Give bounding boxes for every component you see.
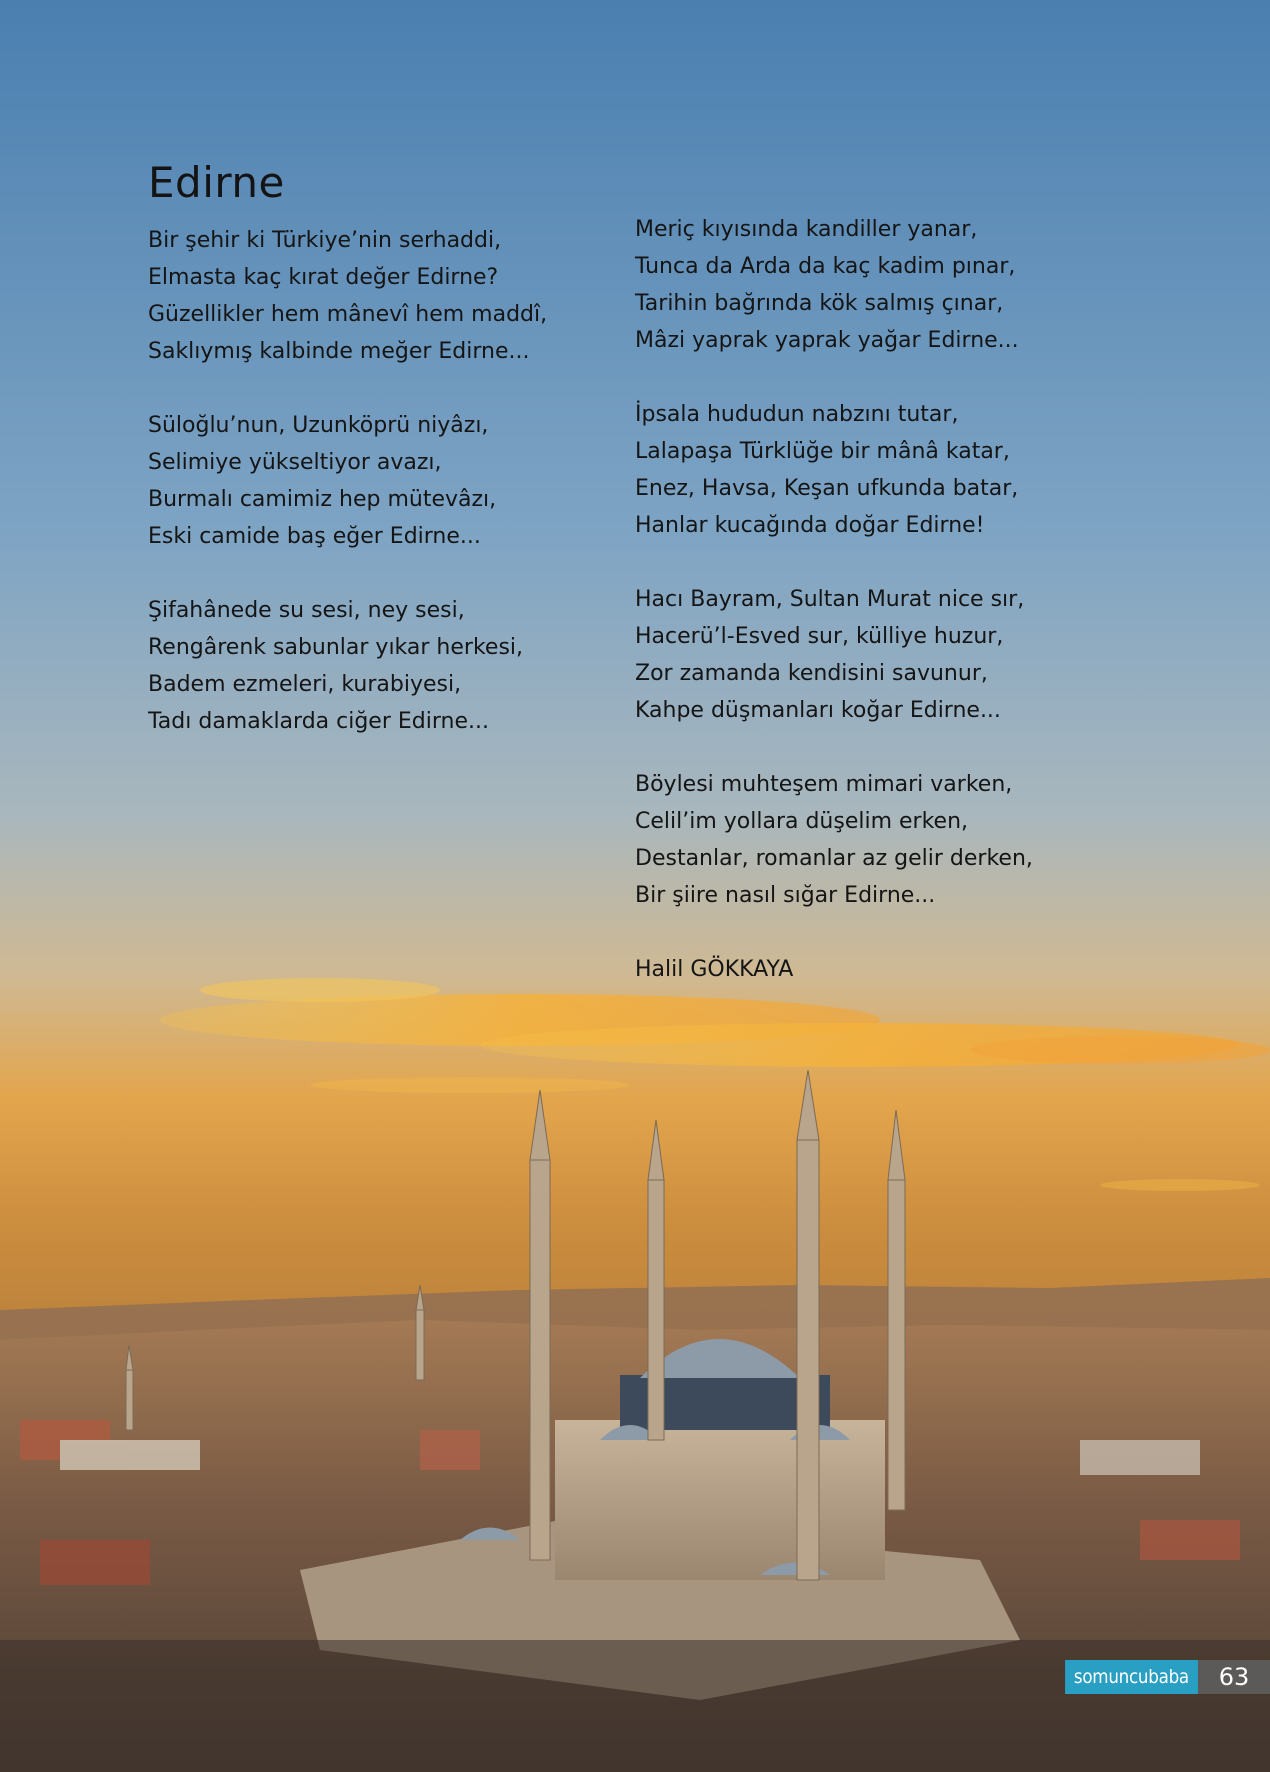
verse-line: Celil’im yollara düşelim erken,: [635, 809, 969, 834]
verse-line: Bir şehir ki Türkiye’nin serhaddi,: [148, 228, 502, 253]
stanza: [635, 211, 1115, 359]
poem-title: Edirne: [148, 158, 285, 207]
magazine-brand: somuncubaba: [1065, 1660, 1198, 1694]
verse-line: Böylesi muhteşem mimari varken,: [635, 772, 1013, 797]
verse-line: Hacerü’l-Esved sur, külliye huzur,: [635, 624, 1004, 649]
verse-line: Kahpe düşmanları koğar Edirne...: [635, 698, 1001, 723]
verse-line: Lalapaşa Türklüğe bir mânâ katar,: [635, 439, 1010, 464]
verse-line: Tadı damaklarda ciğer Edirne...: [148, 709, 489, 734]
verse-line: Enez, Havsa, Keşan ufkunda batar,: [635, 476, 1019, 501]
verse-line: Tarihin bağrında kök salmış çınar,: [635, 291, 1004, 316]
verse-line: Zor zamanda kendisini savunur,: [635, 661, 988, 686]
verse-line: Elmasta kaç kırat değer Edirne?: [148, 265, 499, 290]
verse-line: Selimiye yükseltiyor avazı,: [148, 450, 442, 475]
verse-line: Tunca da Arda da kaç kadim pınar,: [635, 254, 1016, 279]
verse-line: Burmalı camimiz hep mütevâzı,: [148, 487, 497, 512]
stanza: [148, 222, 598, 370]
verse-line: Meriç kıyısında kandiller yanar,: [635, 217, 978, 242]
page-footer: [1047, 1660, 1270, 1694]
verse-line: Şifahânede su sesi, ney sesi,: [148, 598, 465, 623]
verse-line: Mâzi yaprak yaprak yağar Edirne...: [635, 328, 1019, 353]
verse-line: Saklıymış kalbinde meğer Edirne...: [148, 339, 530, 364]
poem-left-column: [148, 222, 598, 777]
stanza: [635, 581, 1115, 729]
verse-line: Eski camide baş eğer Edirne...: [148, 524, 481, 549]
poem-author: Halil GÖKKAYA: [635, 957, 794, 982]
verse-line: Hanlar kucağında doğar Edirne!: [635, 513, 985, 538]
page-number: 63: [1198, 1660, 1270, 1694]
stanza: [148, 592, 598, 740]
verse-line: Hacı Bayram, Sultan Murat nice sır,: [635, 587, 1025, 612]
stanza: [148, 407, 598, 555]
verse-line: Badem ezmeleri, kurabiyesi,: [148, 672, 462, 697]
verse-line: Güzellikler hem mânevî hem maddî,: [148, 302, 548, 327]
verse-line: Destanlar, romanlar az gelir derken,: [635, 846, 1033, 871]
verse-line: Bir şiire nasıl sığar Edirne...: [635, 883, 936, 908]
stanza: [635, 396, 1115, 544]
verse-line: İpsala hududun nabzını tutar,: [635, 402, 959, 427]
poem-right-column: [635, 211, 1115, 988]
verse-line: Süloğlu’nun, Uzunköprü niyâzı,: [148, 413, 489, 438]
verse-line: Rengârenk sabunlar yıkar herkesi,: [148, 635, 524, 660]
stanza: [635, 766, 1115, 914]
